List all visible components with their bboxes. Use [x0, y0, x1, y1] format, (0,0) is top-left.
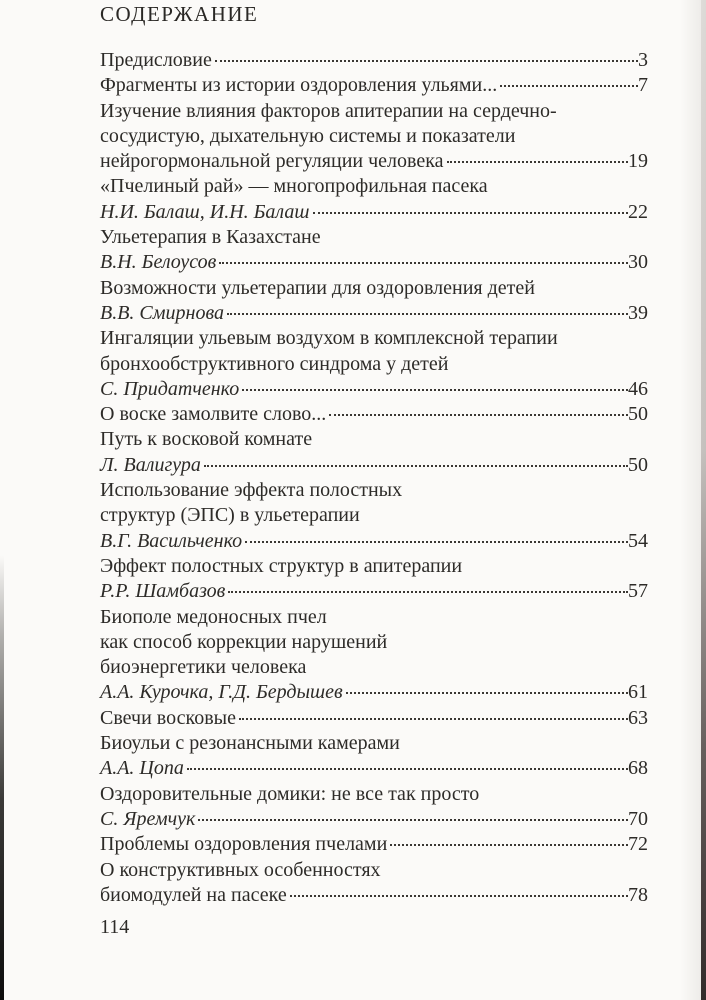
toc-entry-text: Предисловие [100, 49, 212, 71]
toc-line [100, 732, 648, 757]
toc-page-number: 54 [628, 529, 648, 552]
toc-entry-text: Л. Валигура [100, 453, 201, 476]
toc-page-number: 57 [628, 580, 648, 603]
toc-entry-text: Путь к восковой комнате [100, 428, 313, 451]
toc-line [100, 428, 648, 453]
toc-line [100, 606, 648, 631]
toc-list [100, 49, 648, 909]
toc-line [100, 555, 648, 580]
toc-line [100, 580, 648, 605]
dot-leader [219, 262, 628, 264]
toc-entry-text: В.В. Смирнова [100, 301, 225, 324]
toc-page-number: 46 [628, 377, 648, 400]
toc-line [100, 833, 648, 858]
toc-entry-text: Возможности ульетерапии для оздоровления детей [100, 276, 535, 299]
toc-line [100, 884, 648, 909]
toc-line [100, 302, 648, 327]
toc-entry-text: А.А. Курочка, Г.Д. Бердышев [100, 681, 343, 704]
dot-leader [245, 541, 628, 543]
toc-page-number: 72 [628, 833, 648, 856]
dot-leader [204, 465, 628, 467]
toc-entry-text: С. Яремчук [100, 807, 196, 830]
toc-line [100, 504, 648, 529]
toc-entry-text: Проблемы оздоровления пчелами [100, 833, 388, 856]
scan-left-edge-shadow [0, 555, 4, 1000]
toc-line [100, 681, 648, 706]
scan-right-edge-shadow [701, 0, 706, 1000]
toc-line [100, 74, 648, 99]
toc-line [100, 353, 648, 378]
toc-page-number: 3 [638, 49, 648, 71]
toc-line [100, 454, 648, 479]
toc-line [100, 808, 648, 833]
dot-leader [290, 895, 628, 897]
toc-page-number: 70 [628, 807, 648, 830]
toc-entry-text: Использование эффекта полостных [100, 479, 403, 502]
toc-line [100, 100, 648, 125]
toc-entry-text: С. Придатченко [100, 377, 240, 400]
toc-entry-text: Р.Р. Шамбазов [100, 580, 226, 603]
toc-entry-text: биоэнергетики человека [100, 656, 307, 679]
toc-entry-text: Свечи восковые [100, 706, 236, 729]
toc-page-number: 78 [628, 883, 648, 906]
toc-entry-text: Фрагменты из истории оздоровления ульями... [100, 74, 498, 97]
dot-leader [346, 692, 628, 694]
toc-line [100, 530, 648, 555]
toc-page-number: 68 [628, 757, 648, 780]
dot-leader [227, 313, 628, 315]
page-title: СОДЕРЖАНИЕ [100, 2, 259, 26]
toc-page-number: 61 [628, 681, 648, 704]
footer-page-number: 114 [100, 916, 130, 938]
toc-page-number: 7 [638, 74, 648, 97]
toc-entry-text: О конструктивных особенностях [100, 858, 381, 881]
toc-entry-text: Ингаляции ульевым воздухом в комплексной терапии [100, 327, 558, 350]
toc-entry-text: нейрогормональной регуляции человека [100, 150, 444, 173]
toc-entry-text: Биоульи с резонансными камерами [100, 732, 400, 755]
toc-entry-text: А.А. Цопа [100, 757, 184, 780]
toc-entry-text: В.Н. Белоусов [100, 251, 217, 274]
toc-line [100, 631, 648, 656]
dot-leader [215, 60, 638, 62]
dot-leader [313, 212, 629, 214]
toc-line [100, 251, 648, 276]
toc-line [100, 378, 648, 403]
toc-entry-text: Оздоровительные домики: не все так просто [100, 782, 480, 805]
toc-line [100, 175, 648, 200]
toc-line [100, 656, 648, 681]
toc-line [100, 859, 648, 884]
toc-page-number: 50 [628, 403, 648, 426]
toc-line [100, 403, 648, 428]
toc-line [100, 277, 648, 302]
toc-page-number: 50 [628, 453, 648, 476]
dot-leader [329, 414, 628, 416]
dot-leader [390, 844, 628, 846]
dot-leader [187, 768, 628, 770]
dot-leader [198, 819, 628, 821]
toc-page-number: 63 [628, 706, 648, 729]
toc-entry-text: Изучение влияния факторов апитерапии на сердечно- [100, 99, 557, 122]
toc-entry-text: бронхообструктивного синдрома у детей [100, 352, 449, 375]
toc-page-number: 19 [628, 150, 648, 173]
toc-line [100, 707, 648, 732]
toc-line [100, 125, 648, 150]
dot-leader [228, 591, 628, 593]
toc-line [100, 757, 648, 782]
dot-leader [239, 718, 628, 720]
dot-leader [500, 85, 638, 87]
toc-entry-text: сосудистую, дыхательную системы и показатели [100, 124, 516, 147]
toc-line [100, 49, 648, 74]
dot-leader [447, 161, 628, 163]
toc-entry-text: как способ коррекции нарушений [100, 630, 388, 653]
dot-leader [242, 389, 628, 391]
toc-entry-text: Биополе медоносных пчел [100, 605, 327, 628]
toc-entry-text: В.Г. Васильченко [100, 529, 243, 552]
toc-entry-text: О воске замолвите слово... [100, 403, 327, 426]
toc-line [100, 150, 648, 175]
toc-page-number: 22 [628, 200, 648, 223]
toc-page-number: 39 [628, 301, 648, 324]
toc-entry-text: биомодулей на пасеке [100, 883, 287, 906]
toc-line [100, 327, 648, 352]
toc-line [100, 226, 648, 251]
toc-entry-text: Н.И. Балаш, И.Н. Балаш [100, 200, 310, 223]
toc-line [100, 783, 648, 808]
toc-entry-text: структур (ЭПС) в ульетерапии [100, 504, 360, 527]
toc-entry-text: Ульетерапия в Казахстане [100, 226, 321, 249]
toc-page-number: 30 [628, 251, 648, 274]
toc-entry-text: «Пчелиный рай» — многопрофильная пасека [100, 175, 488, 198]
toc-line [100, 201, 648, 226]
toc-entry-text: Эффект полостных структур в апитерапии [100, 554, 463, 577]
toc-content [100, 2, 648, 909]
toc-line [100, 479, 648, 504]
